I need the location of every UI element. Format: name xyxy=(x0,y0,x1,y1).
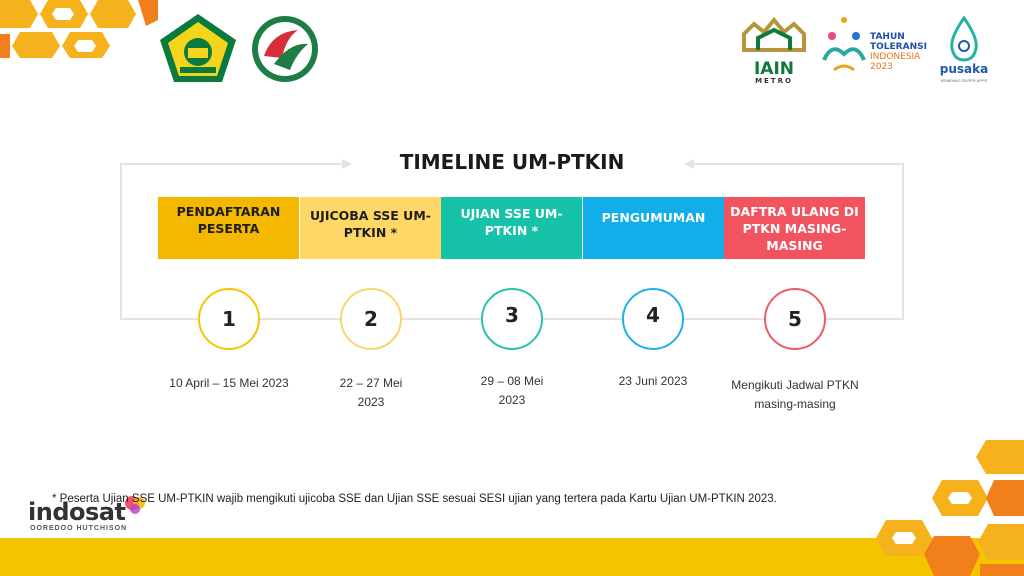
frame-right xyxy=(902,163,904,320)
stage-pendaftaran xyxy=(158,197,299,259)
indosat-sub: OOREDOO HUTCHISON xyxy=(30,525,128,532)
stage-label: PENDAFTARAN PESERTA xyxy=(176,204,281,236)
university-emblem-logo xyxy=(250,14,320,84)
step-circle-2 xyxy=(340,288,402,350)
pusaka-logo xyxy=(934,16,994,86)
step-number: 4 xyxy=(646,303,660,327)
page-title: TIMELINE UM-PTKIN xyxy=(399,150,625,174)
tahun-toleransi-logo xyxy=(820,14,930,84)
stage-label: UJIAN SSE UM-PTKIN * xyxy=(460,206,563,238)
bottom-bar xyxy=(0,538,1024,576)
toleransi-line4: 2023 xyxy=(870,62,893,72)
toleransi-line1: TAHUN xyxy=(870,32,905,42)
toleransi-line2: TOLERANSI xyxy=(870,42,927,52)
iain-metro-logo xyxy=(740,16,808,84)
step-circle-1 xyxy=(198,288,260,350)
tolerance-figures-icon xyxy=(820,14,868,76)
step-number: 2 xyxy=(364,307,378,331)
kemenag-emblem-logo xyxy=(158,12,238,84)
stage-label: PENGUMUMAN xyxy=(601,210,706,225)
indosat-name: indosat xyxy=(28,498,126,526)
toleransi-line3: INDONESIA xyxy=(870,52,921,62)
stage-ujicoba xyxy=(300,197,441,259)
pusaka-name: pusaka xyxy=(939,62,989,76)
stage-ujian xyxy=(441,197,582,259)
stage-date-4: 23 Juni 2023 xyxy=(618,374,688,388)
frame-left xyxy=(120,163,122,320)
step-circle-4 xyxy=(622,288,684,350)
hexagon-pattern-top-left xyxy=(0,0,160,60)
stage-daftar-ulang xyxy=(724,197,865,259)
step-circle-5 xyxy=(764,288,826,350)
step-circle-3 xyxy=(481,288,543,350)
pusaka-drop-icon xyxy=(948,16,980,62)
stage-label: UJICOBA SSE UM-PTKIN * xyxy=(310,208,431,240)
pusaka-tagline: KEMENAG SUPER APPS xyxy=(940,78,988,83)
stage-date-3: 29 – 08 Mei 2023 xyxy=(480,374,544,407)
hexagon-pattern-bottom-right xyxy=(876,440,1024,576)
stage-date-2: 22 – 27 Mei 2023 xyxy=(339,376,403,409)
step-number: 3 xyxy=(505,303,519,327)
stage-label: DAFTRA ULANG DI PTKN MASING-MASING xyxy=(730,204,859,253)
stage-date-5: Mengikuti Jadwal PTKN masing-masing xyxy=(731,378,859,411)
step-number: 1 xyxy=(222,307,236,331)
iain-crown-icon xyxy=(740,16,808,56)
iain-sub: METRO xyxy=(755,77,793,85)
step-number: 5 xyxy=(788,307,802,331)
footnote: * Peserta Ujian SSE UM-PTKIN wajib mengikuti ujicoba SSE dan Ujian SSE sesuai SESI ujian yang tertera pada Kartu Ujian UM-PTKIN 2023. xyxy=(52,493,777,505)
iain-name: IAIN xyxy=(753,59,795,79)
stage-date-1: 10 April – 15 Mei 2023 xyxy=(169,376,289,390)
stage-pengumuman xyxy=(583,197,724,259)
